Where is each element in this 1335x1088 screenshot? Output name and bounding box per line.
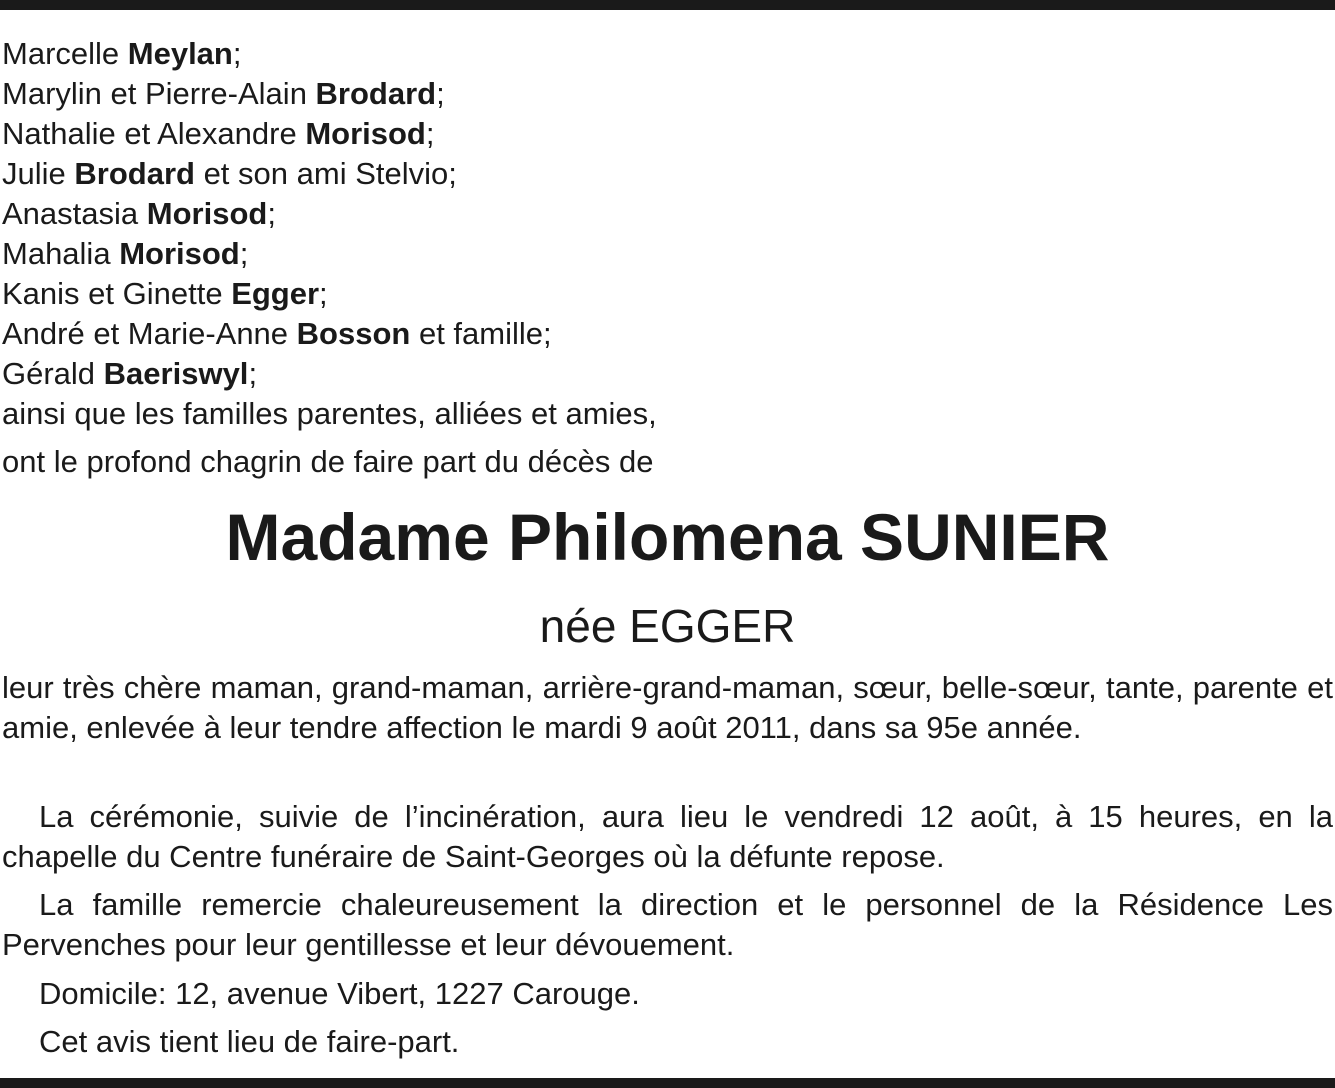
bottom-border-rule (0, 1078, 1335, 1088)
family-surname: Meylan (127, 36, 233, 71)
notice-line: Cet avis tient lieu de faire-part. (39, 1024, 460, 1059)
family-surname: Baeriswyl (103, 356, 249, 391)
family-surname: Brodard (74, 156, 195, 191)
family-surname: Morisod (146, 196, 268, 231)
family-surname: Morisod (119, 236, 240, 271)
family-line: Gérald Baeriswyl; (2, 356, 258, 391)
family-surname: Bosson (296, 316, 411, 351)
relatives-line: ainsi que les familles parentes, alliées et amies, (2, 396, 657, 431)
family-line: André et Marie-Anne Bosson et famille; (2, 316, 552, 351)
maiden-name: née EGGER (539, 600, 796, 652)
family-line: Anastasia Morisod; (2, 196, 276, 231)
domicile-line: Domicile: 12, avenue Vibert, 1227 Carouge. (39, 976, 640, 1011)
family-line: Nathalie et Alexandre Morisod; (2, 116, 435, 151)
family-list (2, 34, 552, 394)
family-surname: Brodard (315, 76, 437, 111)
thanks-paragraph: La famille remercie chaleureusement la direction et le personnel de la Résidence Les Pervenches pour leur gentillesse et leur dévouement. (2, 887, 1333, 962)
announcement-line: ont le profond chagrin de faire part du décès de (2, 444, 654, 479)
ceremony-paragraph: La cérémonie, suivie de l’incinération, aura lieu le vendredi 12 août, à 15 heures, en la chapelle du Centre funéraire de Saint-Georges où la défunte repose. (2, 799, 1333, 874)
family-surname: Egger (231, 276, 320, 311)
deceased-name: Madame Philomena SUNIER (225, 500, 1110, 574)
family-surname: Morisod (305, 116, 426, 151)
family-line: Kanis et Ginette Egger; (2, 276, 328, 311)
description-paragraph: leur très chère maman, grand-maman, arrière-grand-maman, sœur, belle-sœur, tante, parente et amie, enlevée à leur tendre affection le mardi 9 août 2011, dans sa 95e année. (2, 670, 1333, 745)
family-line: Marylin et Pierre-Alain Brodard; (2, 76, 445, 111)
family-line: Marcelle Meylan; (2, 36, 242, 71)
top-border-rule (0, 0, 1335, 10)
family-line: Julie Brodard et son ami Stelvio; (2, 156, 457, 191)
family-line: Mahalia Morisod; (2, 236, 249, 271)
